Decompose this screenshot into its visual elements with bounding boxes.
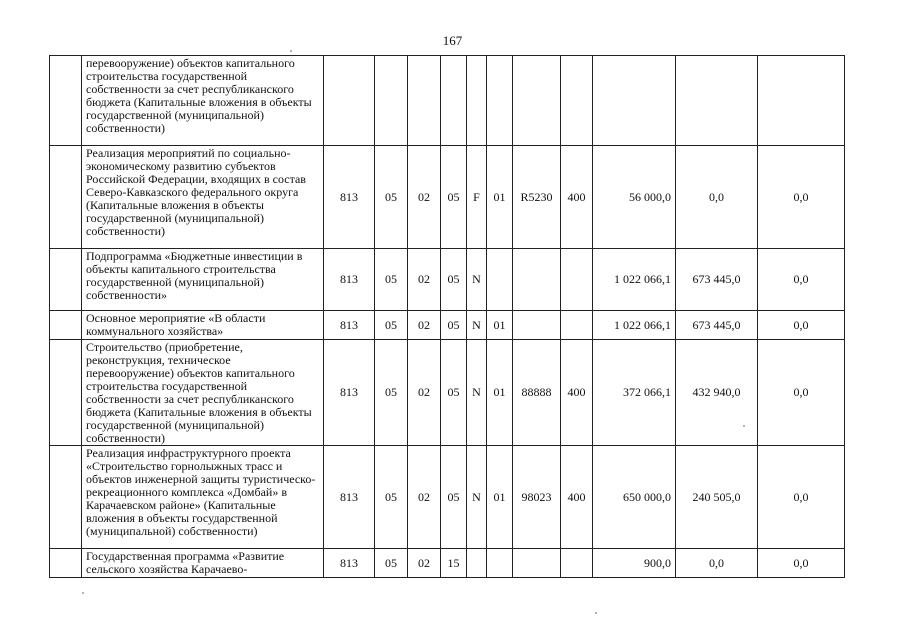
amount-year1-cell: 900,0 [593,549,676,578]
row-index-cell [50,446,82,549]
row-name-cell: Государственная программа «Развитие сельского хозяйства Карачаево- [82,549,324,578]
subprogram-code-cell [467,549,487,578]
scan-speck [595,612,597,614]
pr-cell: 02 [408,249,441,311]
row-index-cell [50,56,82,146]
table-row [50,311,845,340]
amount-year2-cell: 673 445,0 [676,249,758,311]
table-row [50,446,845,549]
table-row [50,340,845,446]
expense-type-cell: 400 [561,446,593,549]
subprogram-code-cell [467,56,487,146]
table-row [50,146,845,249]
row-name-cell: перевооружение) объектов капитального строительства государственной собственности за счет республиканского бюджета (Капитальные вложения в объекты государственной (муниципальной) собственности) [82,56,324,146]
program-code-cell: 15 [441,549,467,578]
gr-cell [324,56,375,146]
rz-cell: 05 [375,249,408,311]
direction-code-cell: R5230 [513,146,561,249]
amount-year3-cell: 0,0 [758,146,845,249]
gr-cell: 813 [324,446,375,549]
program-code-cell: 05 [441,146,467,249]
table-row [50,249,845,311]
table-row [50,549,845,578]
amount-year1-cell: 650 000,0 [593,446,676,549]
amount-year3-cell: 0,0 [758,549,845,578]
pr-cell: 02 [408,146,441,249]
rz-cell: 05 [375,311,408,340]
amount-year2-cell: 673 445,0 [676,311,758,340]
measure-code-cell: 01 [487,146,513,249]
row-name-cell: Реализация инфраструктурного проекта «Строительство горнолыжных трасс и объектов инженерной защиты туристическо-рекреационного комплекса «Домбай» в Карачаевском районе» (Капитальные вложения в объекты государственной (муниципальной) собственности) [82,446,324,549]
gr-cell: 813 [324,549,375,578]
program-code-cell: 05 [441,446,467,549]
pr-cell: 02 [408,340,441,446]
amount-year2-cell: 432 940,0 [676,340,758,446]
gr-cell: 813 [324,340,375,446]
measure-code-cell [487,549,513,578]
page-number: 167 [442,33,463,48]
gr-cell: 813 [324,311,375,340]
row-index-cell [50,311,82,340]
program-code-cell: 05 [441,249,467,311]
rz-cell: 05 [375,446,408,549]
gr-cell: 813 [324,146,375,249]
amount-year1-cell: 372 066,1 [593,340,676,446]
measure-code-cell: 01 [487,446,513,549]
row-name-cell: Реализация мероприятий по социально-экономическому развитию субъектов Российской Федерации, входящих в состав Северо-Кавказского федерального округа (Капитальные вложения в объекты государственной (муниципальной) собственности) [82,146,324,249]
measure-code-cell [487,249,513,311]
subprogram-code-cell: F [467,146,487,249]
table-row [50,56,845,146]
amount-year1-cell [593,56,676,146]
direction-code-cell [513,311,561,340]
expense-type-cell: 400 [561,146,593,249]
amount-year1-cell: 56 000,0 [593,146,676,249]
amount-year3-cell: 0,0 [758,446,845,549]
row-name-cell: Основное мероприятие «В области коммунального хозяйства» [82,311,324,340]
amount-year1-cell: 1 022 066,1 [593,249,676,311]
gr-cell: 813 [324,249,375,311]
amount-year3-cell: 0,0 [758,311,845,340]
expense-type-cell [561,56,593,146]
scan-speck [743,425,745,427]
scan-speck [290,50,292,52]
direction-code-cell [513,249,561,311]
amount-year3-cell: 0,0 [758,249,845,311]
amount-year2-cell: 0,0 [676,146,758,249]
measure-code-cell [487,56,513,146]
amount-year2-cell: 240 505,0 [676,446,758,549]
expense-type-cell [561,549,593,578]
rz-cell: 05 [375,340,408,446]
amount-year1-cell: 1 022 066,1 [593,311,676,340]
subprogram-code-cell: N [467,446,487,549]
amount-year2-cell [676,56,758,146]
expense-type-cell: 400 [561,340,593,446]
direction-code-cell [513,549,561,578]
pr-cell: 02 [408,446,441,549]
amount-year2-cell: 0,0 [676,549,758,578]
budget-table [49,55,845,578]
subprogram-code-cell: N [467,249,487,311]
amount-year3-cell [758,56,845,146]
pr-cell [408,56,441,146]
rz-cell [375,56,408,146]
row-index-cell [50,549,82,578]
rz-cell: 05 [375,146,408,249]
expense-type-cell [561,311,593,340]
direction-code-cell: 98023 [513,446,561,549]
direction-code-cell [513,56,561,146]
rz-cell: 05 [375,549,408,578]
row-index-cell [50,340,82,446]
amount-year3-cell: 0,0 [758,340,845,446]
scan-speck [82,592,84,594]
program-code-cell: 05 [441,340,467,446]
subprogram-code-cell: N [467,311,487,340]
subprogram-code-cell: N [467,340,487,446]
row-index-cell [50,249,82,311]
pr-cell: 02 [408,311,441,340]
row-index-cell [50,146,82,249]
measure-code-cell: 01 [487,340,513,446]
pr-cell: 02 [408,549,441,578]
measure-code-cell: 01 [487,311,513,340]
row-name-cell: Строительство (приобретение, реконструкция, техническое перевооружение) объектов капитального строительства государственной собственности за счет республиканского бюджета (Капитальные вложения в объекты государственной (муниципальной) собственности) [82,340,324,446]
direction-code-cell: 88888 [513,340,561,446]
program-code-cell [441,56,467,146]
program-code-cell: 05 [441,311,467,340]
expense-type-cell [561,249,593,311]
row-name-cell: Подпрограмма «Бюджетные инвестиции в объекты капитального строительства государственной (муниципальной) собственности» [82,249,324,311]
